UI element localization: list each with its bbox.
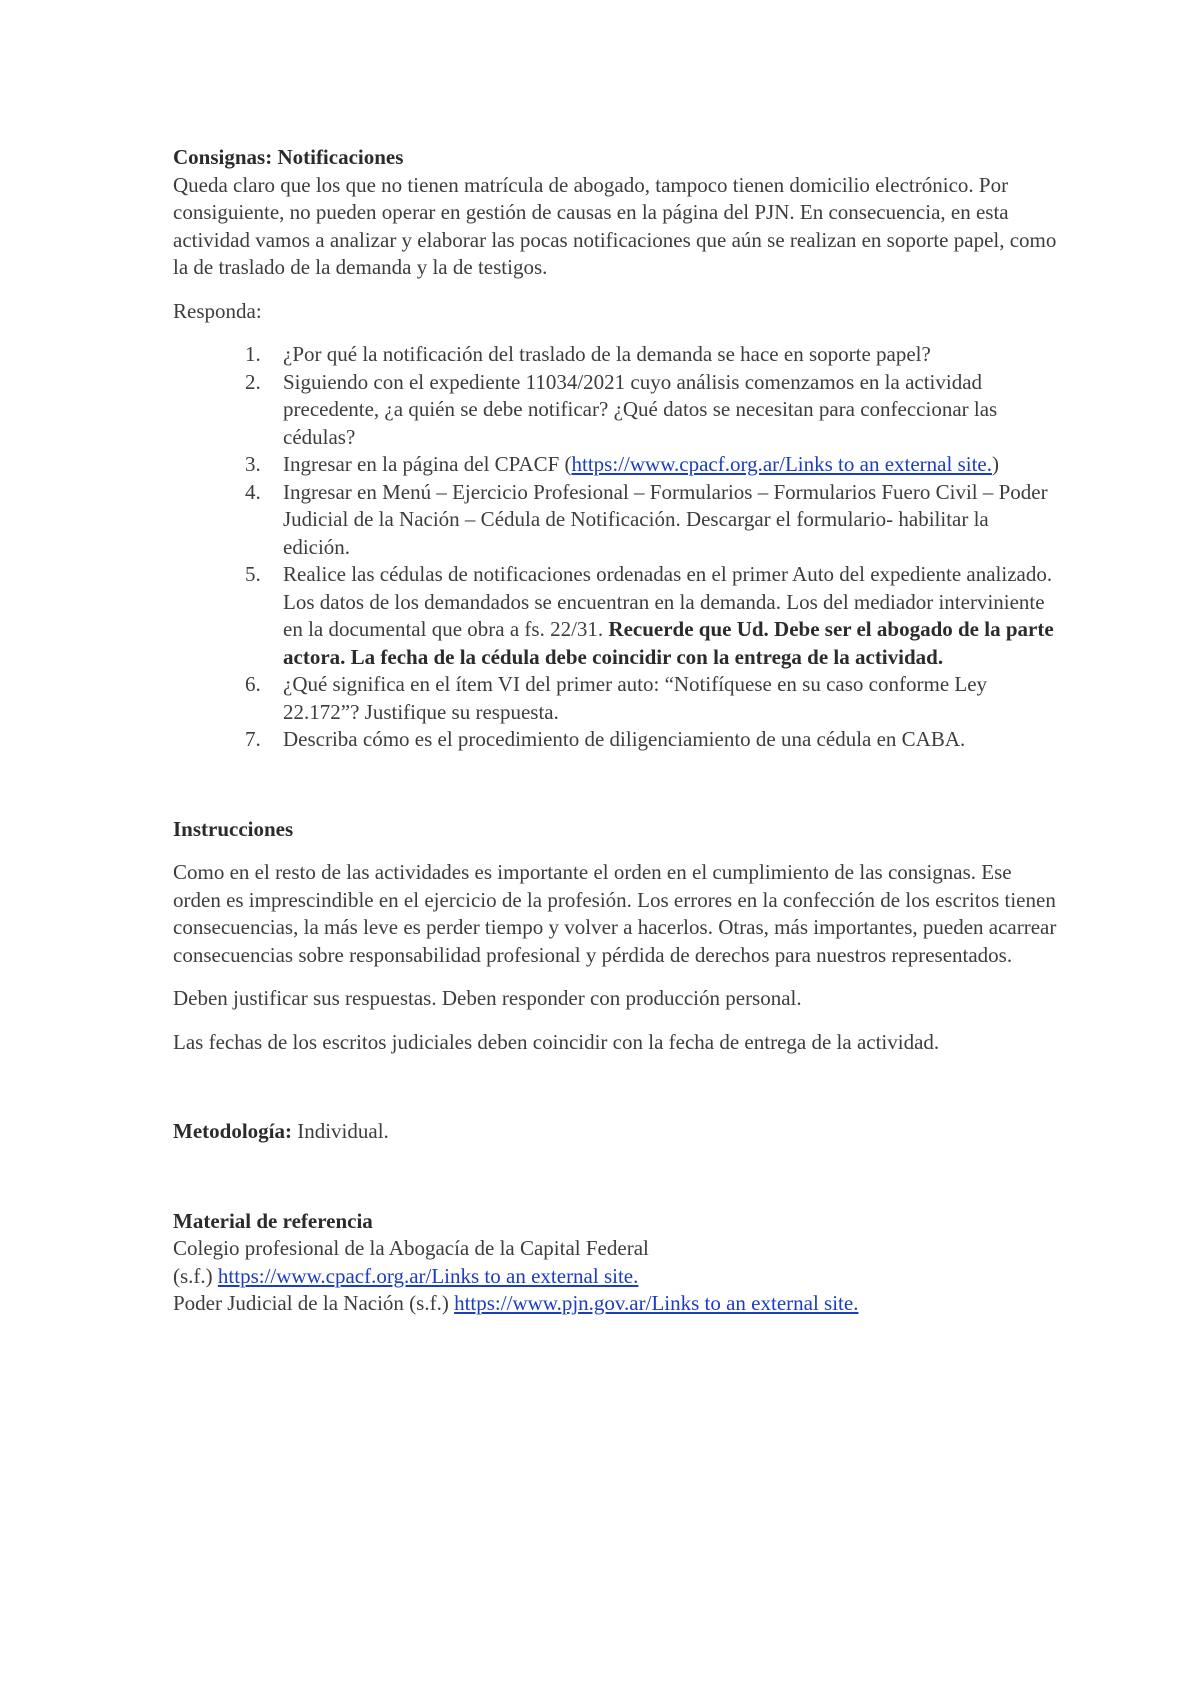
item-text: Ingresar en la página del CPACF ( [283, 452, 572, 476]
item-text: Realice las cédulas de notificaciones ordenadas en el primer Auto del expediente analizado. Los datos de los demandados se encuentran en la demanda. Los del mediador interviniente en la documental que obra a fs. 22/31. [283, 562, 1053, 641]
reference-1-line [173, 1263, 1060, 1291]
instructions-paragraph-2: Deben justificar sus respuestas. Deben responder con producción personal. [173, 986, 802, 1010]
item-number: 7. [245, 727, 261, 751]
questions-list [173, 341, 1060, 754]
list-item [173, 341, 1060, 369]
reference-1-text: Colegio profesional de la Abogacía de la Capital Federal [173, 1236, 649, 1260]
item-number: 5. [245, 562, 261, 586]
list-item [173, 726, 1060, 754]
item-number: 6. [245, 672, 261, 696]
section-title-instrucciones: Instrucciones [173, 816, 294, 841]
methodology-line [173, 1118, 1060, 1146]
respond-label: Responda: [173, 298, 262, 323]
list-item [173, 369, 1060, 452]
cpacf-reference-link[interactable]: https://www.cpacf.org.ar/Links to an external site. [217, 1263, 639, 1288]
list-item [173, 671, 1060, 726]
section-title-consignas: Consignas: Notificaciones [173, 145, 404, 169]
reference-2-text: Poder Judicial de la Nación (s.f.) [173, 1291, 455, 1315]
cpacf-link[interactable]: https://www.cpacf.org.ar/Links to an external site. [571, 452, 992, 476]
item-bold-text: Recuerde que Ud. Debe ser el abogado de la parte actora. La fecha de la cédula debe coincidir con la entrega de la actividad. [283, 617, 1054, 669]
item-number: 2. [245, 369, 261, 394]
item-text: ¿Qué significa en el ítem VI del primer auto: “Notifíquese en su caso conforme Ley 22.172”? Justifique su respuesta. [283, 672, 988, 724]
pjn-reference-link[interactable]: https://www.pjn.gov.ar/Links to an external site. [454, 1291, 859, 1315]
instructions-paragraph-1: Como en el resto de las actividades es importante el orden en el cumplimiento de las consignas. Ese orden es imprescindible en el ejercicio de la profesión. Los errores en la confección de los escritos tienen consecuencias, la más leve es perder tiempo y volver a hacerlos. Otras, más importantes, pueden acarrear consecuencias sobre responsabilidad profesional y pérdida de derechos para nuestros representados. [173, 860, 1057, 967]
methodology-label: Metodología: [173, 1119, 292, 1143]
intro-paragraph: Queda claro que los que no tienen matrícula de abogado, tampoco tienen domicilio electrónico. Por consiguiente, no pueden operar en gestión de causas en la página del PJN. En consecuencia, en esta actividad vamos a analizar y elaborar las pocas notificaciones que aún se realizan en soporte papel, como la de traslado de la demanda y la de testigos. [173, 172, 1057, 279]
list-item [173, 479, 1060, 562]
list-item [173, 451, 1060, 479]
item-number: 4. [245, 479, 261, 504]
section-title-material: Material de referencia [173, 1208, 373, 1233]
instructions-paragraph-3: Las fechas de los escritos judiciales deben coincidir con la fecha de entrega de la actividad. [173, 1029, 940, 1054]
item-text: Siguiendo con el expediente 11034/2021 cuyo análisis comenzamos en la actividad precedente, ¿a quién se debe notificar? ¿Qué datos se necesitan para confeccionar las cédulas? [283, 369, 998, 449]
list-item [173, 561, 1060, 671]
item-text: ¿Por qué la notificación del traslado de la demanda se hace en soporte papel? [283, 342, 931, 366]
item-number: 3. [245, 452, 261, 476]
methodology-value: Individual. [291, 1119, 389, 1143]
item-text: Ingresar en Menú – Ejercicio Profesional – Formularios – Formularios Fuero Civil – Poder Judicial de la Nación – Cédula de Notificación. Descargar el formulario- habilitar la edición. [283, 479, 1048, 559]
item-text-close: ) [992, 452, 999, 476]
item-text: Describa cómo es el procedimiento de diligenciamiento de una cédula en CABA. [283, 727, 966, 751]
reference-2-line [173, 1290, 1060, 1318]
reference-1-year: (s.f.) [173, 1263, 218, 1288]
item-number: 1. [245, 342, 261, 366]
